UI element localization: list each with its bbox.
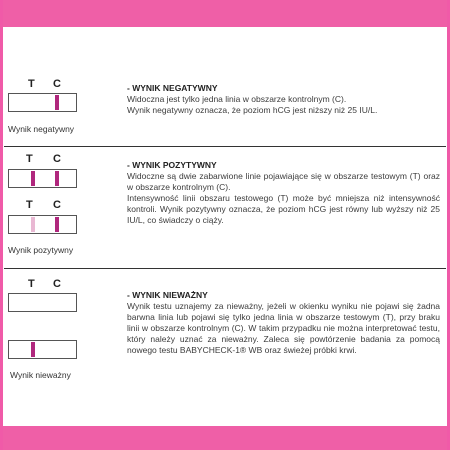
t-label: T — [28, 278, 35, 290]
control-line — [55, 171, 59, 186]
invalid-text-1: Wynik testu uznajemy za nieważny, jeżeli w okienku wyniku nie pojawi się żadna barwna linia lub pojawi się tylko jedna linia w obszarze testowym (T), przy braku linii w obszarze kontrolnym (C). W takim przypadku nie można interpretować testu, który należy uznać za nieważny. Zaleca się powtórzenie badania za pomocą nowego testu BABYCHECK-1® WB oraz świeżej próbki krwi. — [127, 301, 440, 355]
t-label: T — [26, 153, 33, 165]
control-line — [55, 217, 59, 232]
t-label: T — [26, 199, 33, 211]
heading-positive: - WYNIK POZYTYWNY — [127, 160, 217, 170]
heading-negative: - WYNIK NEGATYWNY — [127, 83, 218, 93]
control-line — [55, 95, 59, 110]
test-line-faint — [31, 217, 35, 232]
caption-invalid: Wynik nieważny — [10, 370, 71, 380]
c-label: C — [53, 199, 61, 211]
c-label: C — [53, 278, 61, 290]
test-strip-positive-faint — [8, 215, 77, 234]
test-strip-invalid-empty — [8, 293, 77, 312]
invalid-description — [127, 290, 440, 356]
test-strip-negative — [8, 93, 77, 112]
t-label: T — [28, 78, 35, 90]
heading-invalid: - WYNIK NIEWAŻNY — [127, 290, 208, 300]
negative-description — [127, 83, 440, 116]
c-label: C — [53, 78, 61, 90]
test-line — [31, 342, 35, 357]
test-strip-positive-strong — [8, 169, 77, 188]
caption-negative: Wynik negatywny — [8, 124, 75, 134]
negative-text-1: Widoczna jest tylko jedna linia w obszarze kontrolnym (C). — [127, 94, 347, 104]
caption-positive: Wynik pozytywny — [8, 245, 74, 255]
c-label: C — [53, 153, 61, 165]
positive-text-1: Widoczne są dwie zabarwione linie pojawiające się w obszarze testowym (T) oraz w obszarze kontrolnym (C). — [127, 171, 440, 192]
positive-description — [127, 160, 440, 226]
positive-text-2: Intensywność linii obszaru testowego (T) może być mniejsza niż intensywność kontroli. Wynik pozytywny oznacza, że poziom hCG jest równy lub wyższy niż 25 IU/L, co świadczy o ciąży. — [127, 193, 440, 225]
negative-text-2: Wynik negatywny oznacza, że poziom hCG jest niższy niż 25 IU/L. — [127, 105, 378, 115]
test-line — [31, 171, 35, 186]
divider-1 — [4, 146, 446, 147]
test-strip-invalid-test-only — [8, 340, 77, 359]
divider-2 — [4, 268, 446, 269]
